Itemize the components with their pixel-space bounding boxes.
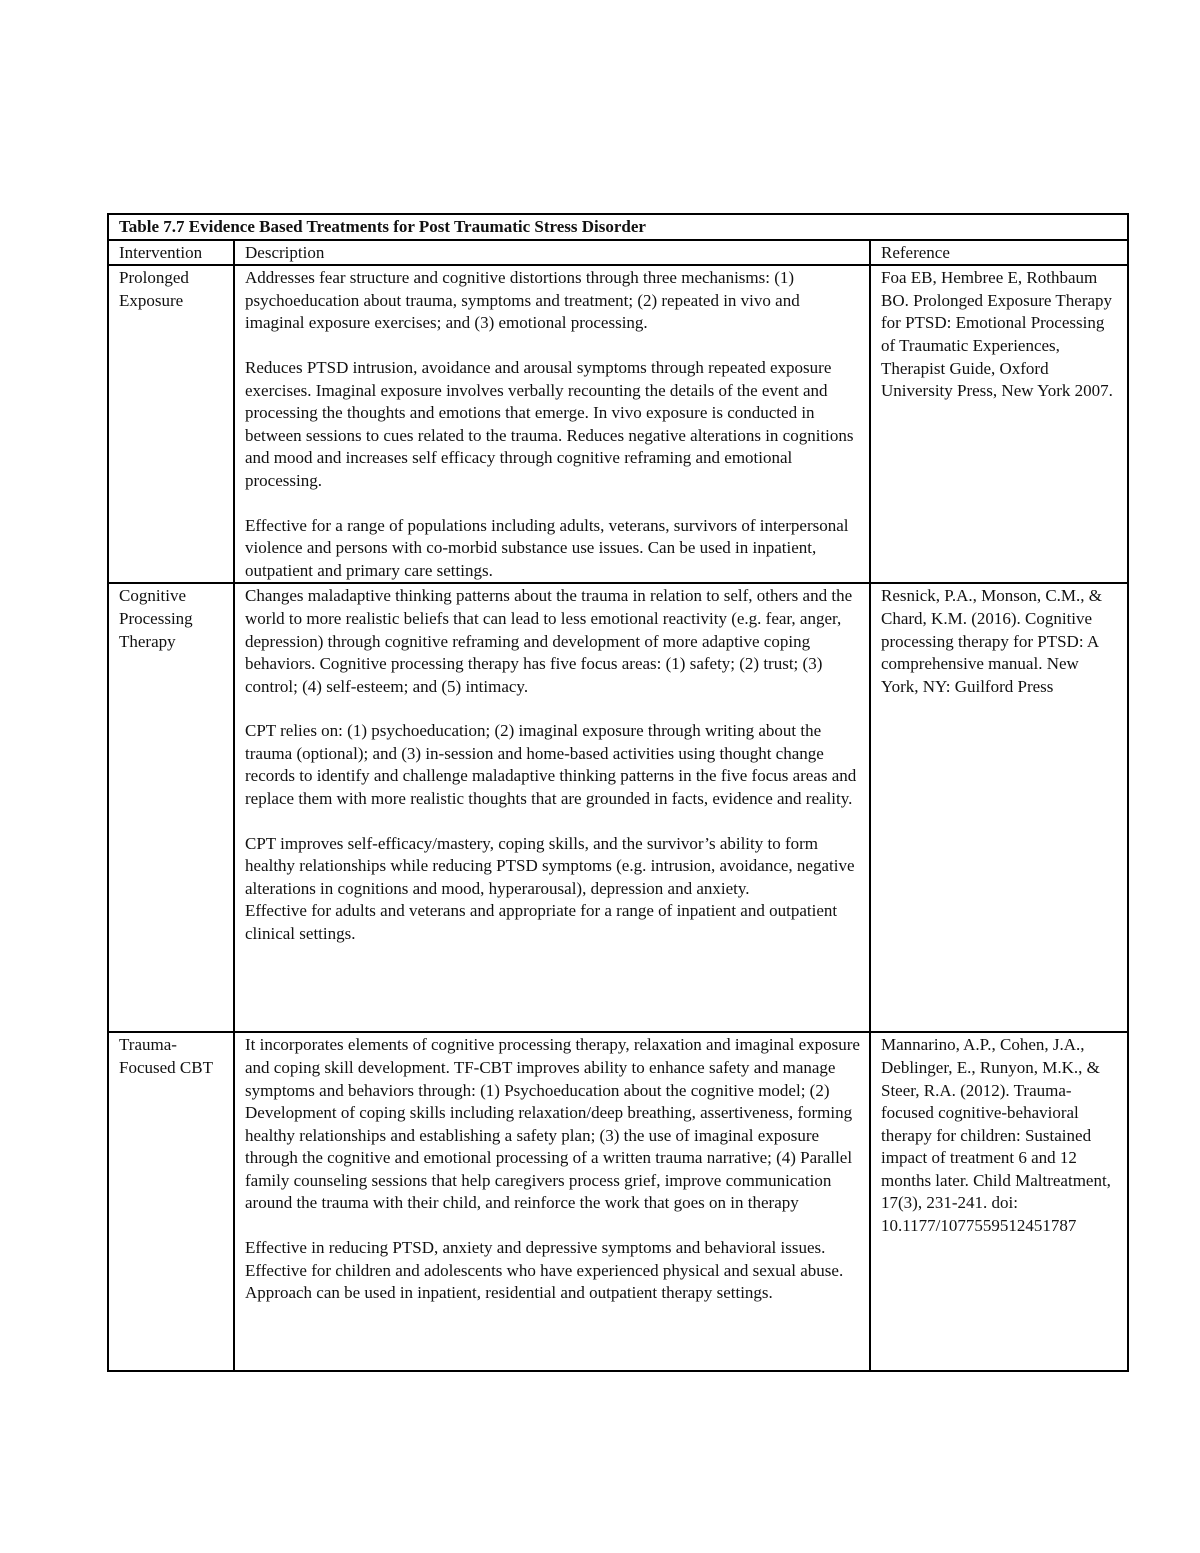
- table-row: [108, 265, 1128, 583]
- description-paragraph: Changes maladaptive thinking patterns about the trauma in relation to self, others and the world to more realistic beliefs that can lead to less emotional reactivity (e.g. fear, anger, depression) through cognitive reframing and development of more adaptive coping behaviors. Cognitive processing therapy has five focus areas: (1) safety; (2) trust; (3) control; (4) self-esteem; and (5) intimacy.: [245, 586, 853, 696]
- table-title-row: [108, 214, 1128, 240]
- description-paragraph: CPT improves self-efficacy/mastery, coping skills, and the survivor’s ability to form healthy relationships while reducing PTSD symptoms (e.g. intrusion, avoidance, negative alterations in cognitions and mood, hyperarousal), depression and anxiety.: [245, 833, 855, 898]
- description-paragraph: Addresses fear structure and cognitive distortions through three mechanisms: (1) psychoeducation about trauma, symptoms and treatment; (2) repeated in vivo and imaginal exposure exercises; and (3) emotional processing.: [245, 268, 800, 333]
- description-cell: [234, 1032, 870, 1371]
- table-title: Table 7.7 Evidence Based Treatments for Post Traumatic Stress Disorder: [108, 214, 1128, 240]
- description-paragraph: Effective in reducing PTSD, anxiety and depressive symptoms and behavioral issues. Effective for children and adolescents who have experienced physical and sexual abuse. Approach can be used in inpatient, residential and outpatient therapy settings.: [245, 1238, 844, 1303]
- intervention-cell: Trauma-Focused CBT: [108, 1032, 234, 1371]
- reference-cell: [870, 1032, 1128, 1371]
- description-cell: [234, 583, 870, 1032]
- evidence-based-treatments-table: [107, 213, 1129, 1372]
- table-row: [108, 1032, 1128, 1371]
- description-cell: [234, 265, 870, 583]
- header-reference: Reference: [870, 240, 1128, 266]
- reference-line: Mannarino, A.P., Cohen, J.A., Deblinger, E., Runyon, M.K., & Steer, R.A. (2012). Trauma-: [881, 1035, 1100, 1100]
- reference-cell: Resnick, P.A., Monson, C.M., & Chard, K.M. (2016). Cognitive processing therapy for PTSD: A comprehensive manual. New York, NY: Guilford Press: [870, 583, 1128, 1032]
- header-description: Description: [234, 240, 870, 266]
- reference-cell: Foa EB, Hembree E, Rothbaum BO. Prolonged Exposure Therapy for PTSD: Emotional Processing of Traumatic Experiences, Therapist Guide, Oxford University Press, New York 2007.: [870, 265, 1128, 583]
- intervention-cell: Prolonged Exposure: [108, 265, 234, 583]
- table-row: [108, 583, 1128, 1032]
- description-paragraph: Effective for adults and veterans and appropriate for a range of inpatient and outpatient clinical settings.: [245, 901, 838, 944]
- reference-line: focused cognitive-behavioral therapy for children: Sustained impact of treatment 6 and 12 months later. Child Maltreatment, 17(3), 231-241. doi: 10.1177/1077559512451787: [881, 1103, 1111, 1236]
- header-intervention: Intervention: [108, 240, 234, 266]
- intervention-cell: Cognitive Processing Therapy: [108, 583, 234, 1032]
- table-header-row: [108, 240, 1128, 266]
- description-paragraph: It incorporates elements of cognitive processing therapy, relaxation and imaginal exposure and coping skill development. TF-CBT improves ability to enhance safety and manage symptoms and behaviors through: (1) Psychoeducation about the cognitive model; (2) Development of coping skills including relaxation/deep breathing, assertiveness, forming healthy relationships and establishing a safety plan; (3) the use of imaginal exposure through the cognitive and emotional processing of a written trauma narrative; (4) Parallel family counseling sessions that help caregivers process grief, improve communication around the trauma with their child, and reinforce the work that goes on in therapy: [245, 1035, 860, 1213]
- description-paragraph: Reduces PTSD intrusion, avoidance and arousal symptoms through repeated exposure exercises. Imaginal exposure involves verbally recounting the details of the event and processing the thoughts and emotions that emerge. In vivo exposure is conducted in between sessions to cues related to the trauma. Reduces negative alterations in cognitions and mood and increases self efficacy through cognitive reframing and emotional processing.: [245, 357, 854, 490]
- description-paragraph: CPT relies on: (1) psychoeducation; (2) imaginal exposure through writing about the trauma (optional); and (3) in-session and home-based activities using thought change records to identify and challenge maladaptive thinking patterns in the five focus areas and replace them with more realistic thoughts that are grounded in facts, evidence and reality.: [245, 721, 857, 809]
- description-paragraph: Effective for a range of populations including adults, veterans, survivors of interpersonal violence and persons with co-morbid substance use issues. Can be used in inpatient, outpatient and primary care settings.: [245, 515, 849, 580]
